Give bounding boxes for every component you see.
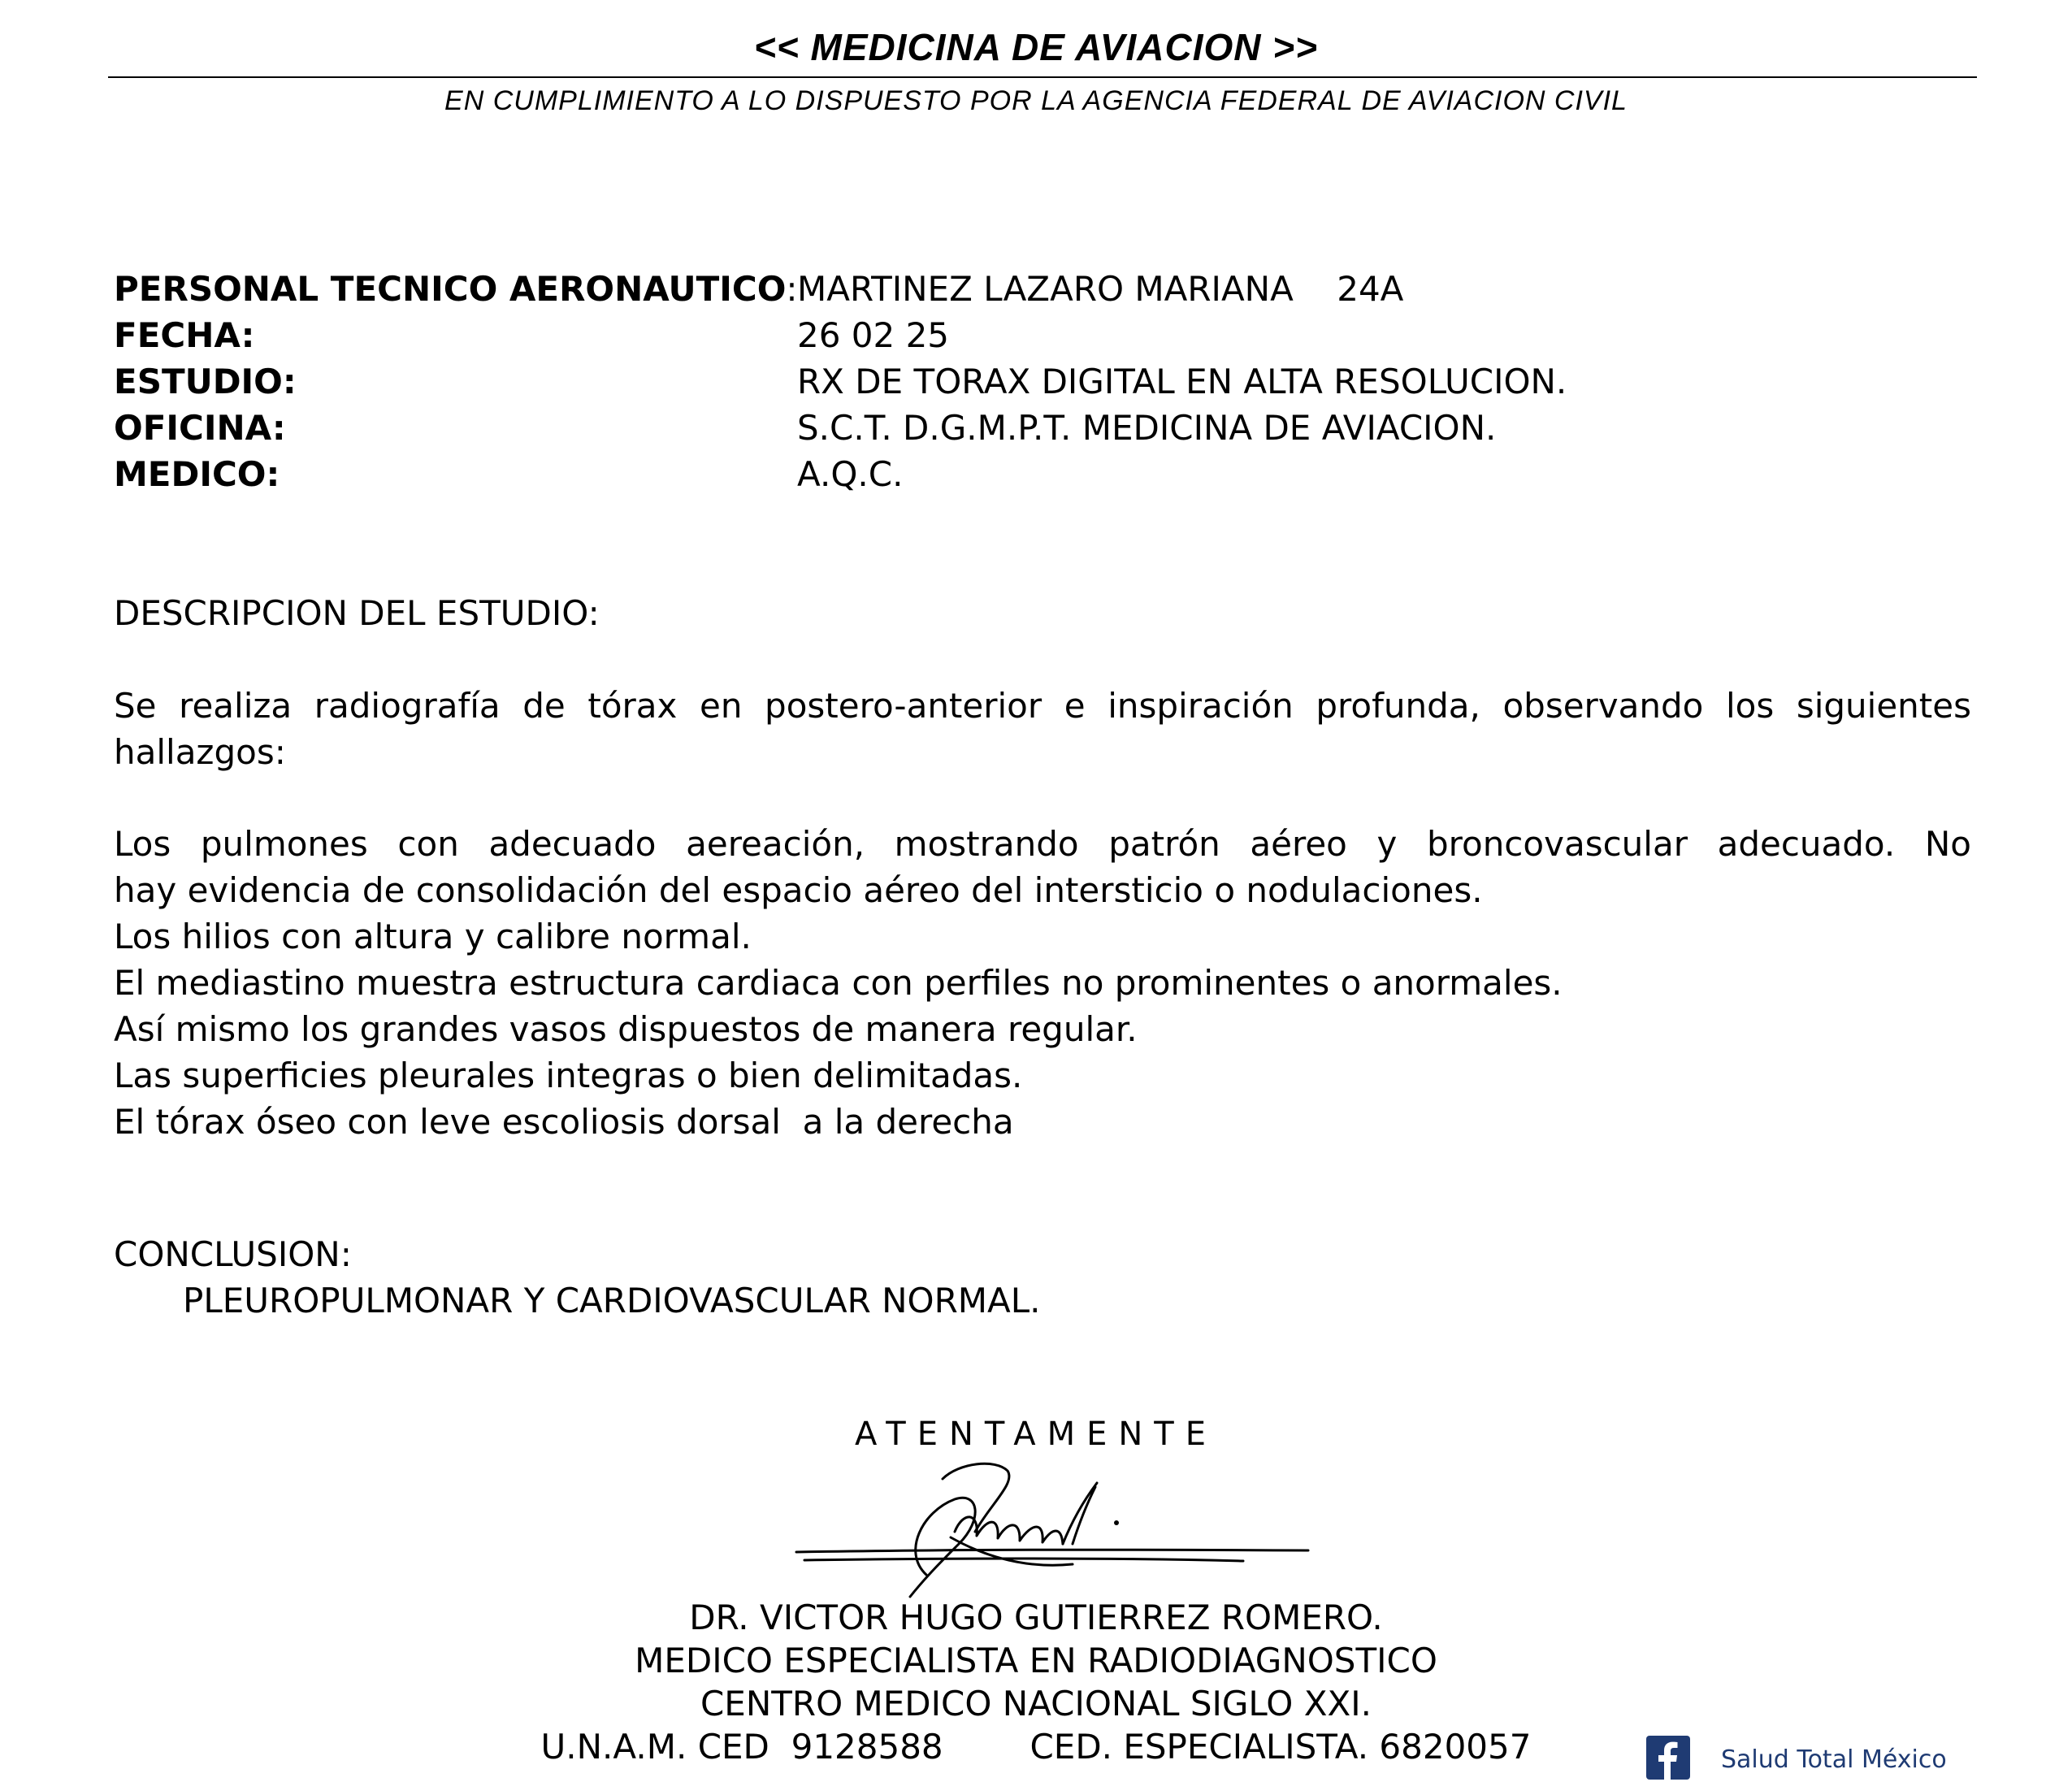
facebook-icon: [1646, 1736, 1690, 1780]
intro-line: Se realiza radiografía de tórax en postero-anterior e inspiración profunda, observando los siguientes: [114, 686, 1971, 726]
finding-line: Las superficies pleurales integras o bien delimitadas.: [114, 1056, 1023, 1095]
finding-line: Así mismo los grandes vasos dispuestos de manera regular.: [114, 1009, 1138, 1049]
field-label: ESTUDIO:: [114, 362, 297, 401]
field-label: OFICINA:: [114, 408, 286, 448]
conclusion-text: PLEUROPULMONAR Y CARDIOVASCULAR NORMAL.: [183, 1281, 1041, 1320]
brand-name: Salud Total México: [1721, 1745, 1947, 1774]
description-heading: DESCRIPCION DEL ESTUDIO:: [114, 593, 600, 633]
field-medico: [114, 451, 1983, 497]
field-fecha: [114, 312, 1983, 358]
field-value: S.C.T. D.G.M.P.T. MEDICINA DE AVIACION.: [797, 408, 1497, 448]
document-subtitle: EN CUMPLIMIENTO A LO DISPUESTO POR LA AGENCIA FEDERAL DE AVIACION CIVIL: [444, 85, 1628, 116]
doctor-institution: CENTRO MEDICO NACIONAL SIGLO XXI.: [700, 1684, 1372, 1723]
field-value: MARTINEZ LAZARO MARIANA 24A: [797, 269, 1404, 309]
doctor-credentials: U.N.A.M. CED 9128588 CED. ESPECIALISTA. 6820057: [540, 1727, 1532, 1767]
doctor-title: MEDICO ESPECIALISTA EN RADIODIAGNOSTICO: [635, 1641, 1437, 1680]
field-oficina: [114, 405, 1983, 451]
field-label: FECHA:: [114, 315, 255, 355]
field-value: RX DE TORAX DIGITAL EN ALTA RESOLUCION.: [797, 362, 1567, 401]
header-divider: [108, 76, 1977, 78]
closing-text: ATENTAMENTE: [855, 1416, 1217, 1453]
field-personal: [114, 266, 1983, 312]
conclusion-heading: CONCLUSION:: [114, 1234, 352, 1274]
intro-line: hallazgos:: [114, 732, 286, 772]
document-title: << MEDICINA DE AVIACION >>: [754, 26, 1318, 68]
finding-line: hay evidencia de consolidación del espacio aéreo del intersticio o nodulaciones.: [114, 870, 1483, 910]
signature-image: [788, 1455, 1324, 1609]
finding-line: Los pulmones con adecuado aereación, mostrando patrón aéreo y broncovascular adecuado. No: [114, 824, 1971, 864]
finding-line: El mediastino muestra estructura cardiaca con perfiles no prominentes o anormales.: [114, 963, 1563, 1003]
finding-line: El tórax óseo con leve escoliosis dorsal a la derecha: [114, 1102, 1014, 1142]
findings: [114, 821, 1971, 1145]
doctor-name: DR. VICTOR HUGO GUTIERREZ ROMERO.: [689, 1598, 1383, 1637]
field-estudio: [114, 358, 1983, 405]
description-intro: [114, 683, 1971, 775]
field-value: 26 02 25: [797, 315, 950, 355]
field-label: MEDICO:: [114, 454, 280, 494]
field-label: PERSONAL TECNICO AERONAUTICO:: [114, 269, 798, 309]
finding-line: Los hilios con altura y calibre normal.: [114, 917, 752, 956]
field-value: A.Q.C.: [797, 454, 904, 494]
